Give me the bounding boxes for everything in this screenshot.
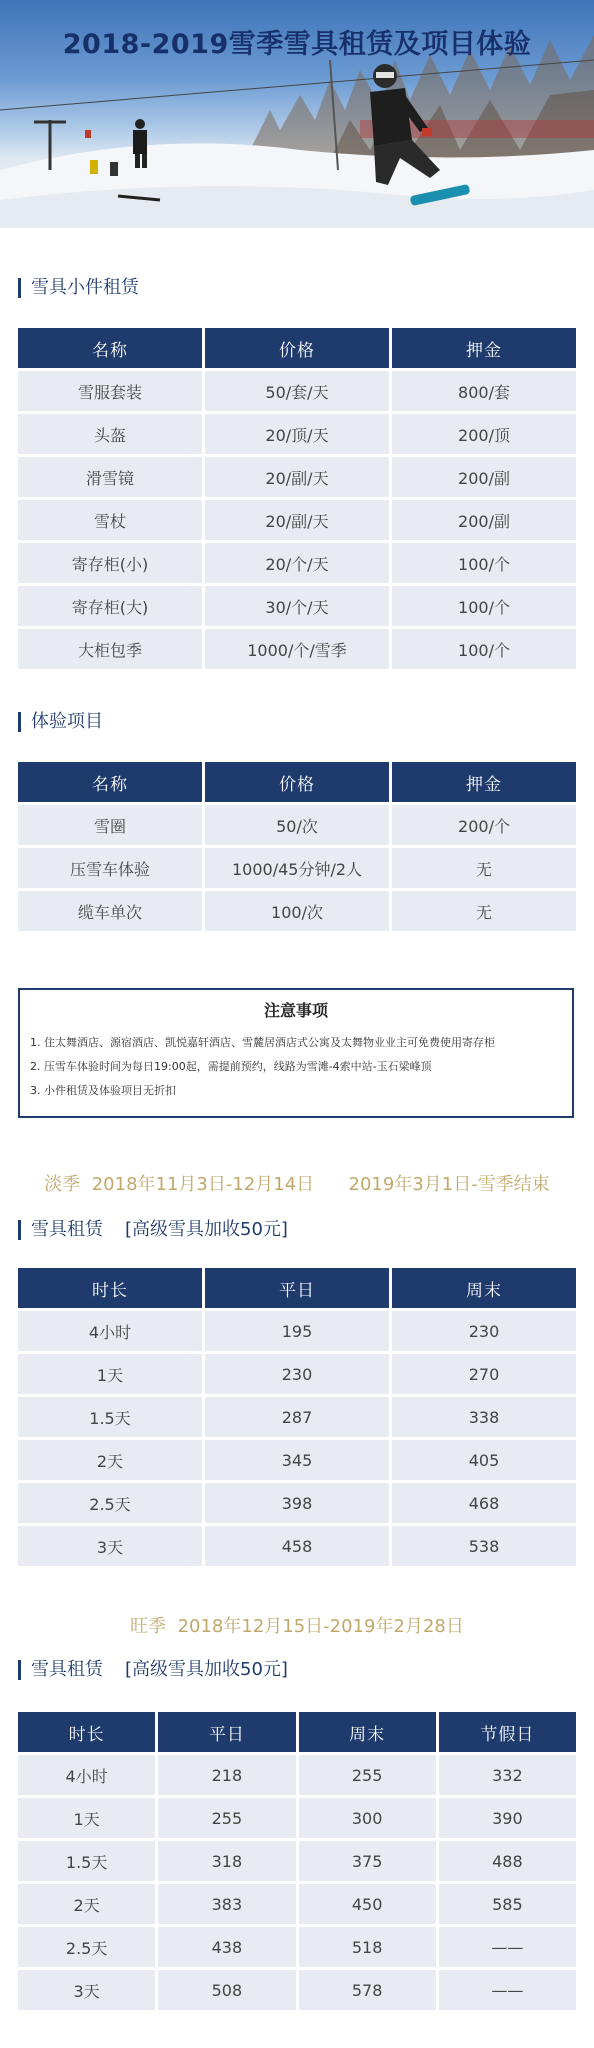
table-cell: 318: [158, 1841, 295, 1881]
table-cell: 270: [392, 1354, 576, 1394]
table-cell: 332: [439, 1755, 576, 1795]
table-cell: 100/个: [392, 586, 576, 626]
table-cell: 4小时: [18, 1311, 202, 1351]
table-cell: 200/副: [392, 500, 576, 540]
table-cell: 50/次: [205, 805, 389, 845]
table-cell: ——: [439, 1970, 576, 2010]
table-row: [18, 891, 576, 931]
table-header-cell: 周末: [392, 1268, 576, 1308]
table-row: [18, 500, 576, 540]
peak-season-label: 旺季 2018年12月15日-2019年2月28日: [130, 1616, 464, 1637]
table-cell: 200/副: [392, 457, 576, 497]
table-cell: 20/个/天: [205, 543, 389, 583]
table-cell: 345: [205, 1440, 389, 1480]
table-row: [18, 1884, 576, 1924]
table-header-cell: 名称: [18, 328, 202, 368]
table-cell: 1000/45分钟/2人: [205, 848, 389, 888]
table-cell: 雪服套装: [18, 371, 202, 411]
table-cell: 20/副/天: [205, 457, 389, 497]
table-cell: 195: [205, 1311, 389, 1351]
table-cell: 2天: [18, 1440, 202, 1480]
table-cell: 1天: [18, 1798, 155, 1838]
table-cell: 255: [158, 1798, 295, 1838]
table-cell: 375: [299, 1841, 436, 1881]
table-row: [18, 1483, 576, 1523]
table-cell: 100/个: [392, 629, 576, 669]
page-title: 2018-2019雪季雪具租赁及项目体验: [62, 29, 532, 60]
table-cell: 405: [392, 1440, 576, 1480]
table-cell: 800/套: [392, 371, 576, 411]
table-cell: 230: [205, 1354, 389, 1394]
table-header-row: [18, 1268, 576, 1308]
notice-item: 1. 住太舞酒店、源宿酒店、凯悦嘉轩酒店、雪麓居酒店式公寓及太舞物业业主可免费使用寄存柜: [30, 1036, 495, 1049]
table-row: [18, 1526, 576, 1566]
low-season-heading: 雪具租赁 [高级雪具加收50元]: [18, 1220, 288, 1240]
low-season-label: 淡季 2018年11月3日-12月14日 2019年3月1日-雪季结束: [44, 1174, 550, 1195]
low-season-table: [18, 1268, 576, 1569]
table-row: [18, 805, 576, 845]
table-header-cell: 平日: [158, 1712, 295, 1752]
table-cell: 20/顶/天: [205, 414, 389, 454]
table-cell: 50/套/天: [205, 371, 389, 411]
table-row: [18, 1397, 576, 1437]
table-cell: 450: [299, 1884, 436, 1924]
table-row: [18, 1311, 576, 1351]
small-rental-table: [18, 328, 576, 672]
table-cell: 3天: [18, 1526, 202, 1566]
table-cell: 300: [299, 1798, 436, 1838]
table-header-row: [18, 1712, 576, 1752]
table-cell: 468: [392, 1483, 576, 1523]
table-cell: 雪圈: [18, 805, 202, 845]
notice-item: 3. 小件租赁及体验项目无折扣: [30, 1084, 176, 1097]
table-header-cell: 价格: [205, 762, 389, 802]
table-cell: 压雪车体验: [18, 848, 202, 888]
experience-table: [18, 762, 576, 934]
table-header-cell: 平日: [205, 1268, 389, 1308]
table-cell: 滑雪镜: [18, 457, 202, 497]
table-row: [18, 1440, 576, 1480]
table-cell: 508: [158, 1970, 295, 2010]
table-cell: 200/顶: [392, 414, 576, 454]
table-cell: 寄存柜(大): [18, 586, 202, 626]
table-cell: 4小时: [18, 1755, 155, 1795]
table-cell: 1000/个/雪季: [205, 629, 389, 669]
hero-banner: [0, 0, 594, 228]
notice-title: 注意事项: [263, 1001, 328, 1020]
table-cell: 缆车单次: [18, 891, 202, 931]
table-cell: 寄存柜(小): [18, 543, 202, 583]
table-header-cell: 名称: [18, 762, 202, 802]
table-row: [18, 848, 576, 888]
table-header-cell: 节假日: [439, 1712, 576, 1752]
table-cell: 2天: [18, 1884, 155, 1924]
table-header-row: [18, 328, 576, 368]
table-cell: 390: [439, 1798, 576, 1838]
table-cell: ——: [439, 1927, 576, 1967]
table-cell: 218: [158, 1755, 295, 1795]
table-cell: 488: [439, 1841, 576, 1881]
table-header-cell: 价格: [205, 328, 389, 368]
table-row: [18, 543, 576, 583]
table-cell: 头盔: [18, 414, 202, 454]
table-header-cell: 周末: [299, 1712, 436, 1752]
peak-season-heading: 雪具租赁 [高级雪具加收50元]: [18, 1660, 288, 1680]
table-cell: 100/次: [205, 891, 389, 931]
table-row: [18, 1927, 576, 1967]
table-header-cell: 时长: [18, 1712, 155, 1752]
table-cell: 无: [392, 891, 576, 931]
table-row: [18, 629, 576, 669]
table-row: [18, 457, 576, 497]
table-cell: 230: [392, 1311, 576, 1351]
table-cell: 1.5天: [18, 1397, 202, 1437]
table-cell: 383: [158, 1884, 295, 1924]
table-row: [18, 1755, 576, 1795]
table-cell: 438: [158, 1927, 295, 1967]
table-cell: 2.5天: [18, 1483, 202, 1523]
table-cell: 100/个: [392, 543, 576, 583]
table-cell: 338: [392, 1397, 576, 1437]
table-cell: 287: [205, 1397, 389, 1437]
table-cell: 无: [392, 848, 576, 888]
small-rental-heading: 雪具小件租赁: [18, 278, 139, 298]
notice-box: [18, 988, 574, 1118]
table-cell: 30/个/天: [205, 586, 389, 626]
table-row: [18, 414, 576, 454]
table-cell: 200/个: [392, 805, 576, 845]
table-cell: 255: [299, 1755, 436, 1795]
table-cell: 大柜包季: [18, 629, 202, 669]
table-cell: 458: [205, 1526, 389, 1566]
table-cell: 3天: [18, 1970, 155, 2010]
table-cell: 578: [299, 1970, 436, 2010]
table-cell: 1天: [18, 1354, 202, 1394]
table-header-cell: 时长: [18, 1268, 202, 1308]
table-cell: 518: [299, 1927, 436, 1967]
table-row: [18, 1841, 576, 1881]
table-cell: 雪杖: [18, 500, 202, 540]
peak-season-table: [18, 1712, 576, 2013]
table-cell: 20/副/天: [205, 500, 389, 540]
table-header-row: [18, 762, 576, 802]
table-header-cell: 押金: [392, 762, 576, 802]
table-cell: 538: [392, 1526, 576, 1566]
table-cell: 585: [439, 1884, 576, 1924]
table-cell: 2.5天: [18, 1927, 155, 1967]
table-row: [18, 1970, 576, 2010]
table-cell: 398: [205, 1483, 389, 1523]
notice-item: 2. 压雪车体验时间为每日19:00起，需提前预约，线路为雪滩-4索中站-玉石梁峰顶: [30, 1060, 432, 1073]
table-cell: 1.5天: [18, 1841, 155, 1881]
experience-heading: 体验项目: [18, 712, 103, 732]
table-row: [18, 1354, 576, 1394]
table-row: [18, 371, 576, 411]
table-row: [18, 1798, 576, 1838]
table-row: [18, 586, 576, 626]
table-header-cell: 押金: [392, 328, 576, 368]
